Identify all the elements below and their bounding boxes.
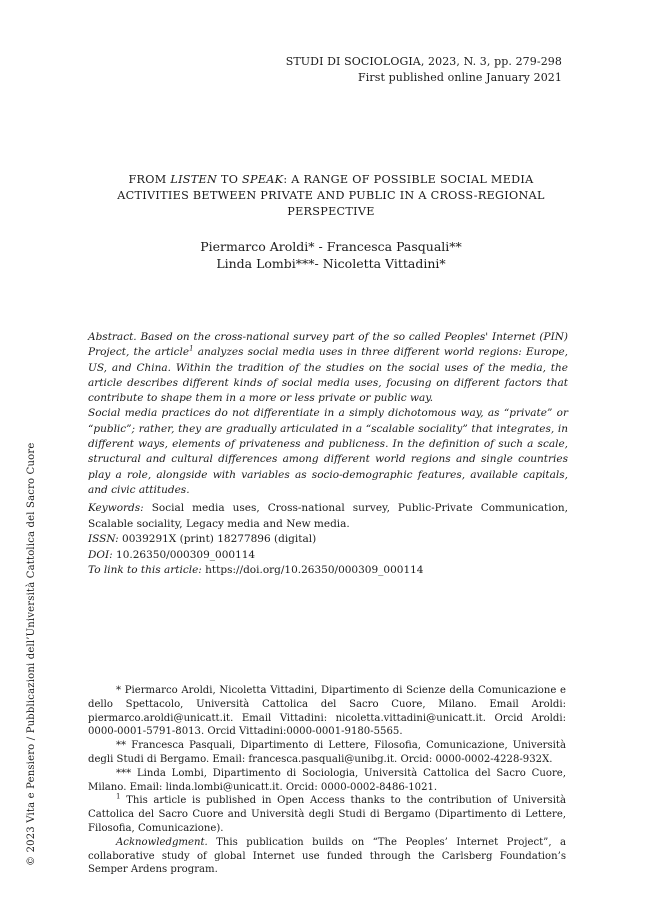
article-metadata (88, 501, 568, 579)
author-list (96, 238, 566, 272)
abstract-paragraph-1 (88, 330, 568, 406)
footnote-number: 1 (116, 793, 121, 802)
keywords-value: Social media uses, Cross-national survey, Public-Private Communication, Scalable sociality, Legacy media and New media. (88, 502, 568, 530)
footnote-lombi: *** Linda Lombi, Dipartimento di Sociologia, Università Cattolica del Sacro Cuore, Milano. Email: linda.lombi@unicatt.it. Orcid: 0000-0002-8486-1021. (88, 767, 566, 793)
acknowledgment (88, 836, 566, 877)
journal-header (286, 54, 562, 86)
abstract (88, 330, 568, 498)
doi-value: 10.26350/000309_000114 (112, 548, 256, 561)
article-title (96, 172, 566, 220)
article-link (88, 563, 568, 579)
issn-value: 0039291X (print) 18277896 (digital) (118, 533, 317, 545)
title-part-3: : A RANGE OF POSSIBLE SOCIAL MEDIA ACTIVITIES BETWEEN PRIVATE AND PUBLIC IN A CROSS-REGIONAL PERSPECTIVE (117, 173, 545, 218)
issn-label: ISSN: (88, 533, 119, 545)
abstract-p1-rest: analyzes social media uses in three different world regions: Europe, US, and China. Within the tradition of the studies on the social uses of the media, the article describes different kinds of social media uses, focusing on different factors that contribute to shape them in a more or less private or public way. (88, 346, 568, 405)
keywords (88, 501, 568, 532)
issn (88, 532, 568, 548)
authors-line-2: Linda Lombi***- Nicoletta Vittadini* (216, 256, 446, 271)
keywords-label: Keywords: (88, 502, 144, 514)
title-speak: SPEAK (242, 173, 284, 186)
journal-citation: STUDI DI SOCIOLOGIA, 2023, N. 3, pp. 279-298 (285, 55, 562, 68)
publication-date: First published online January 2021 (358, 71, 562, 84)
copyright-sidebar: © 2023 Vita e Pensiero / Pubblicazioni dell’Università Cattolica del Sacro Cuore (26, 442, 37, 866)
link-url[interactable]: https://doi.org/10.26350/000309_000114 (201, 564, 424, 576)
doi-label: DOI: (88, 548, 113, 561)
title-part-2: TO (217, 173, 243, 186)
title-listen: LISTEN (170, 173, 218, 186)
title-part-1: FROM (128, 173, 171, 186)
footnote-open-access (88, 794, 566, 835)
abstract-paragraph-2: Social media practices do not differentiate in a simply dichotomous way, as “private” or “public”; rather, they are gradually articulated in a “scalable sociality” that integrates, in different ways, elements of privateness and publicness. In the definition of such a scale, structural and cultural differences among different world regions and single countries play a role, alongside with variables as socio-demographic features, available capitals, and civic attitudes. (88, 407, 568, 496)
footnote-ref-1[interactable]: 1 (189, 344, 194, 353)
link-label: To link to this article: (88, 564, 202, 576)
abstract-p1-start: Abstract. Based on the cross-national survey part of the so called Peoples' Internet (PIN) Project, the article (88, 331, 568, 359)
doi (88, 548, 568, 564)
acknowledgment-text: This publication builds on “The Peoples’ Internet Project”, a collaborative study of global Internet use funded through the Carlsberg Foundation’s Semper Ardens program. (88, 836, 566, 876)
authors-line-1: Piermarco Aroldi* - Francesca Pasquali** (200, 239, 462, 254)
footnote-aroldi-vittadini: * Piermarco Aroldi, Nicoletta Vittadini, Dipartimento di Scienze della Comunicazione e dello Spettacolo, Università Cattolica del Sacro Cuore, Milano. Email Aroldi: piermarco.aroldi@unicatt.it. Email Vittadini: nicoletta.vittadini@unicatt.it. Orcid Aroldi: 0000-0001-5791-8013. Orcid Vittadini:0000-0001-9180-5565. (88, 685, 566, 738)
footnote-open-access-text: This article is published in Open Access thanks to the contribution of Università Cattolica del Sacro Cuore and Università degli Studi di Bergamo (Dipartimento di Lettere, Filosofia, Comunicazione). (88, 795, 566, 834)
footnotes (88, 684, 566, 877)
footnote-pasquali: ** Francesca Pasquali, Dipartimento di Lettere, Filosofia, Comunicazione, Università degli Studi di Bergamo. Email: francesca.pasquali@unibg.it. Orcid: 0000-0002-4228-932X. (88, 740, 566, 765)
acknowledgment-label: Acknowledgment. (116, 836, 208, 848)
